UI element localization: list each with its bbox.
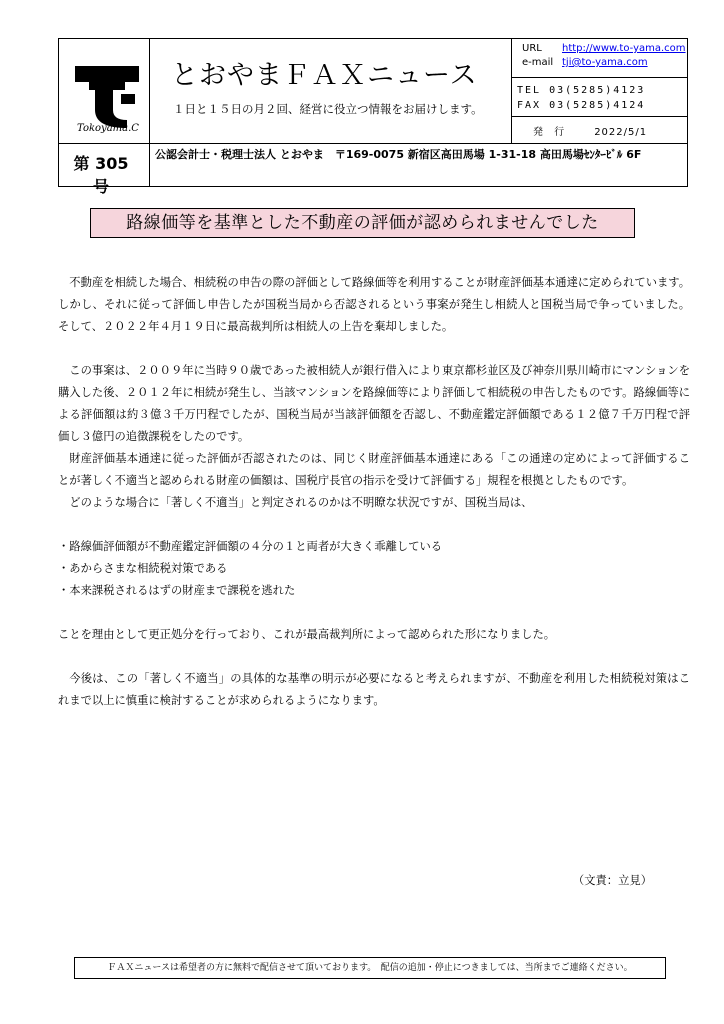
website-link[interactable]: http://www.to-yama.com: [562, 43, 686, 54]
issue-date: [533, 123, 647, 138]
newsletter-tagline: １日と１５日の月２回、経営に役立つ情報をお届けします。: [173, 102, 483, 116]
list-item: ・あからさまな相続税対策である: [58, 562, 228, 575]
logo-caption: Tokoyama.C: [77, 123, 139, 134]
list-item: ・路線価評価額が不動産鑑定評価額の４分の１と両者が大きく乖離している: [58, 540, 443, 553]
paragraph: 財産評価基本通達に従った評価が否認されたのは、同じく財産評価基本通達にある「この通達の定めによって評価することが著しく不適当と認められる財産の価額は、国税庁長官の指示を受けて評価する」規程を根拠としたものです。: [58, 452, 690, 487]
paragraph: どのような場合に「著しく不適当」と判定されるのかは不明瞭な状況ですが、国税当局は、: [69, 496, 533, 509]
fax-number: FAX 03(5285)4124: [517, 100, 646, 111]
paragraph: 不動産を相続した場合、相続税の申告の際の評価として路線価等を利用することが財産評価基本通達に定められています。しかし、それに従って評価し申告したが国税当局から否認されるという事案が発生し相続人と国税当局で争っていました。そして、２０２２年４月１９日に最高裁判所は相続人の上告を棄却しました。: [58, 276, 690, 333]
list-item: ・本来課税されるはずの財産まで課税を逃れた: [58, 584, 296, 597]
tel-number: TEL 03(5285)4123: [517, 85, 646, 96]
url-label: URL: [522, 43, 542, 54]
author-credit: （文責：立見）: [572, 874, 652, 887]
footer-notice: ＦＡＸニュースは希望者の方に無料で配信させて頂いております。 配信の追加・停止につきましては、当所までご連絡ください。: [74, 957, 666, 979]
phone-block: [517, 83, 681, 113]
divider: [511, 39, 512, 143]
paragraph: 今後は、この「著しく不適当」の具体的な基準の明示が必要になると考えられますが、不動産を利用した相続税対策はこれまで以上に慎重に検討することが求められるようになります。: [58, 672, 690, 707]
date-value: 2022/5/1: [594, 127, 648, 138]
paragraph: この事案は、２００９年に当時９０歳であった被相続人が銀行借入により東京都杉並区及び神奈川県川崎市にマンションを購入した後、２０１２年に相続が発生し、当該マンションを路線価等により評価して相続税の申告したものです。路線価等による評価額は約３億３千万円程でしたが、国税当局が当該評価額を否認し、不動産鑑定評価額である１２億７千万円程で評価し３億円の追徴課税をしたのです。: [58, 364, 691, 443]
divider: [59, 143, 687, 144]
date-label: 発 行: [533, 127, 569, 138]
paragraph: ことを理由として更正処分を行っており、これが最高裁判所によって認められた形になりました。: [58, 628, 556, 641]
issue-number: 第 305 号: [73, 154, 129, 196]
email-label: e-mail: [522, 57, 554, 68]
firm-address: 公認会計士・税理士法人 とおやま 〒169-0075 新宿区高田馬場 1-31-18 高田馬場ｾﾝﾀｰﾋﾞﾙ 6F: [155, 148, 642, 161]
newsletter-title: とおやまＦＡＸニュース: [171, 60, 478, 91]
article-body: [58, 272, 690, 712]
article-headline: 路線価等を基準とした不動産の評価が認められませんでした: [90, 208, 635, 238]
newsletter-header: [58, 38, 688, 196]
contact-info: [522, 42, 686, 70]
email-link[interactable]: tji@to-yama.com: [562, 57, 648, 68]
divider: [149, 39, 150, 186]
divider: [511, 116, 687, 117]
divider: [511, 77, 687, 78]
